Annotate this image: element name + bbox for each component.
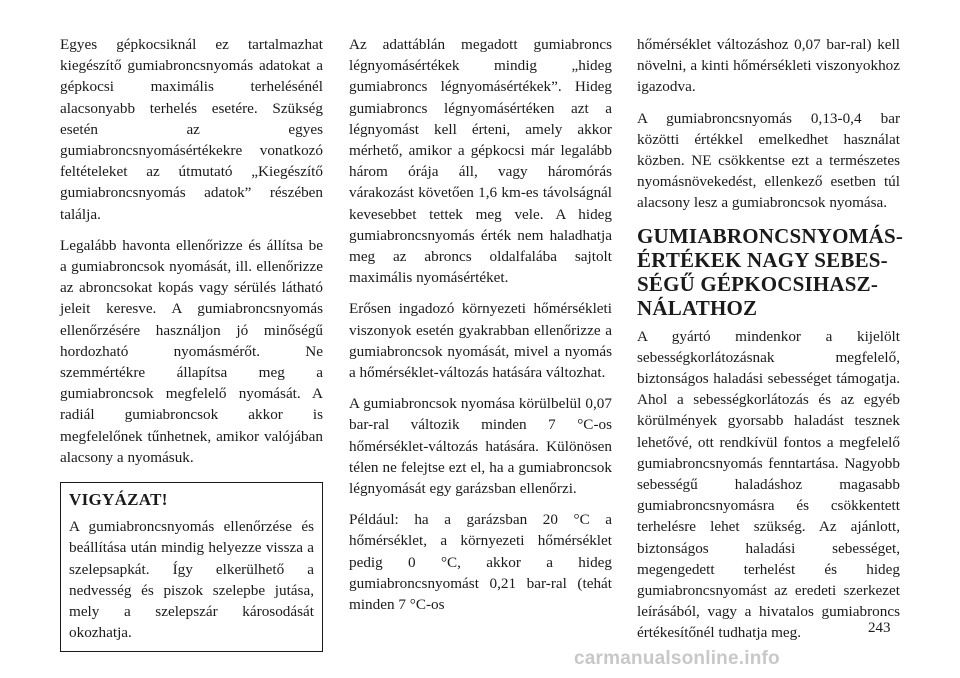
- paragraph: Erősen ingadozó környezeti hőmérsékleti viszonyok esetén gyakrabban ellenőrizze a gumiabroncsok nyomását, mivel a nyomás a hőmérséklet-változás hatására változhat.: [349, 300, 612, 382]
- heading-line: NÁLATHOZ: [637, 295, 758, 320]
- paragraph: Például: ha a garázsban 20 °C a hőmérséklet, a környezeti hőmérséklet pedig 0 °C, akkor a hideg gumiabroncsnyomást 0,21 bar-ral (tehát minden 7 °C-os: [349, 511, 612, 614]
- heading-line: SÉGŰ GÉPKOCSIHASZ-: [637, 271, 879, 296]
- paragraph: Legalább havonta ellenőrizze és állítsa be a gumiabroncsok nyomását, ill. ellenőrizze az abroncsokat kopás vagy sérülés látható jeleit keresve. A gumiabroncsnyomás ellenőrzésére használjon jó minőségű hordozható nyomásmérőt. Ne szemmértékre állapítsa meg a gumiabroncsok megfelelő nyomását. A radiál gumiabroncsok akkor is megfelelőnek tűnhetnek, amikor valójában alacsony a nyomásuk.: [60, 236, 323, 466]
- warning-box: [60, 482, 323, 652]
- paragraph: hőmérséklet változáshoz 0,07 bar-ral) kell növelni, a kinti hőmérsékleti viszonyokhoz igazodva.: [637, 36, 900, 96]
- paragraph: A gumiabroncsok nyomása körülbelül 0,07 bar-ral változik minden 7 °C-os hőmérséklet-változás hatására. Különösen télen ne felejtse ezt el, ha a gumiabroncsok légnyomását egy garázsban ellenőrzi.: [349, 395, 612, 498]
- paragraph: Egyes gépkocsiknál ez tartalmazhat kiegészítő gumiabroncsnyomás adatokat a gépkocsi maximális terhelésénél alacsonyabb terhelés esetére. Szükség esetén az egyes gumiabroncsnyomásértékekre vonatkozó feltételeket az útmutató „Kiegészítő gumiabroncsnyomás adatok” részében találja.: [60, 36, 323, 223]
- column-middle: [349, 34, 612, 625]
- paragraph: A gyártó mindenkor a kijelölt sebességkorlátozásnak megfelelő, biztonságos haladási sebességet támogatja. Ahol a sebességkorlátozás és az egyéb körülmények gyorsabb haladást tesznek lehetővé, ott rendkívül fontos a megfelelő gumiabroncsnyomás fenntartása. Nagyobb sebességű haladáshoz magasabb gumiabroncsnyomásra és csökkentett terhelésre lehet szükség. Az ajánlott, biztonságos haladási sebességet, megengedett terhelést és hideg gumiabroncsnyomást az eredeti szerkezet leírásából, vagy a hivatalos gumiabroncs értékesítőnél tudhatja meg.: [637, 327, 900, 642]
- warning-text: A gumiabroncsnyomás ellenőrzése és beállítása után mindig helyezze vissza a szelepsapkát. Így elkerülhető a nedvesség és piszok szelepbe jutása, mely a szelepszár károsodását okozhatja.: [69, 518, 314, 642]
- page-number: 243: [868, 620, 891, 636]
- watermark: carmanualsonline.info: [574, 648, 780, 669]
- heading-line: ÉRTÉKEK NAGY SEBES-: [637, 247, 888, 272]
- warning-title: VIGYÁZAT!: [69, 490, 168, 510]
- heading-line: GUMIABRONCSNYOMÁS-: [637, 223, 904, 248]
- column-right: [637, 34, 904, 654]
- section-heading: [637, 223, 904, 320]
- column-left: [60, 34, 323, 652]
- paragraph: Az adattáblán megadott gumiabroncs légnyomásértékek mindig „hideg gumiabroncs légnyomásértékek”. Hideg gumiabroncs légnyomásértéken azt a légnyomást kell érteni, amely akkor mérhető, amikor a gépkocsi már legalább három órája áll, vagy háromórás várakozást követően 1,6 km-es távolságnál kevesebbet tettek meg vele. A hideg gumiabroncsnyomás érték nem haladhatja meg az abroncs oldalfalába sajtolt maximális nyomásértéket.: [349, 36, 612, 287]
- paragraph: A gumiabroncsnyomás 0,13-0,4 bar közötti értékkel emelkedhet használat közben. NE csökkentse ezt a természetes nyomásnövekedést, ellenkező esetben túl alacsony lesz a gumiabroncsok nyomása.: [637, 109, 900, 212]
